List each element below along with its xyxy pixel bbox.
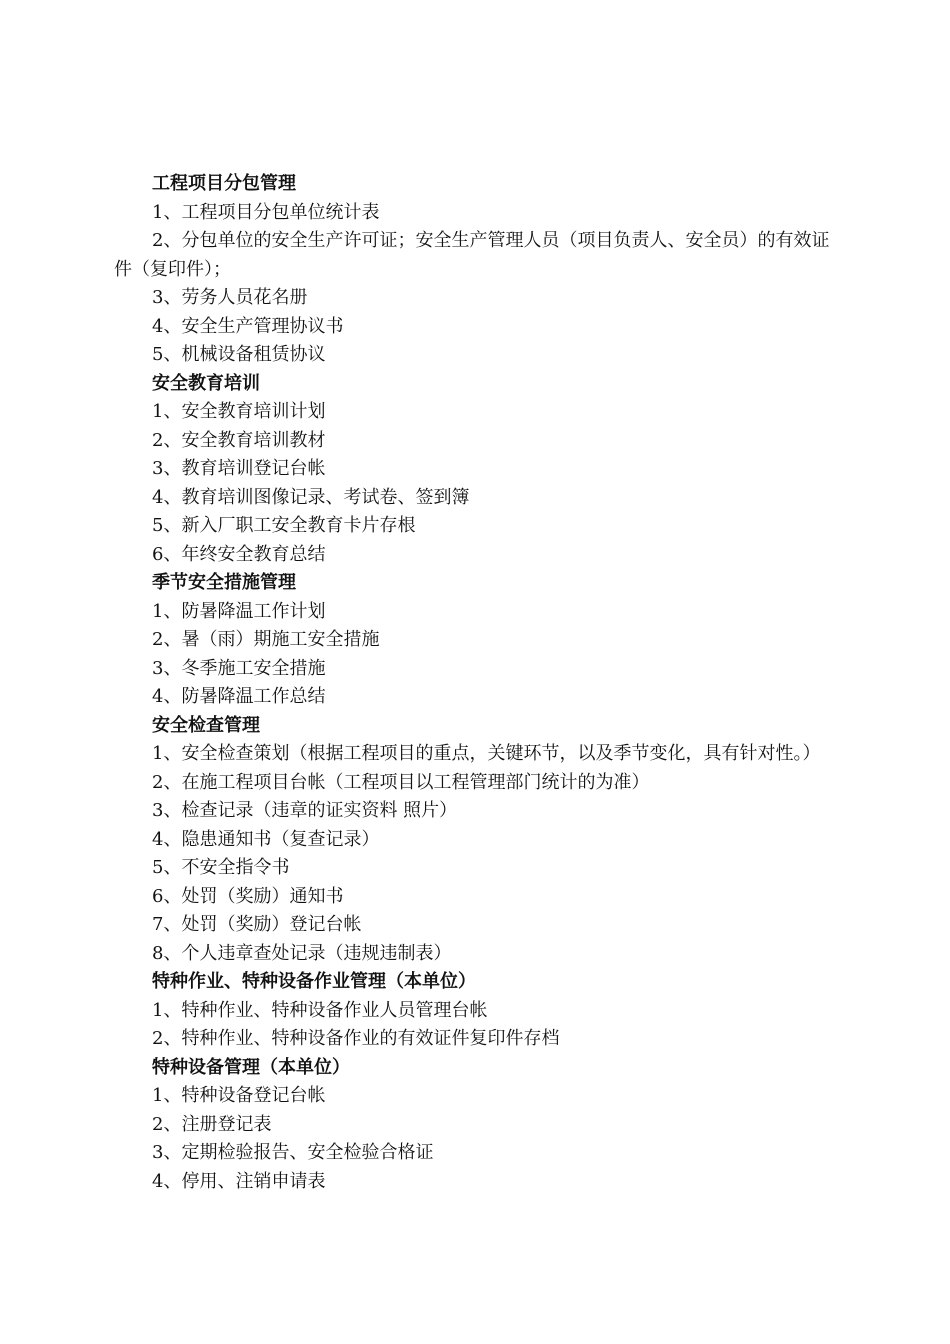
list-item: 3、冬季施工安全措施: [152, 657, 326, 679]
list-item: 3、劳务人员花名册: [152, 287, 308, 308]
list-item: 1、防暑降温工作计划: [152, 600, 326, 622]
list-item: 2、分包单位的安全生产许可证；安全生产管理人员（项目负责人、安全员）的有效证件（复印件）；: [114, 230, 830, 280]
list-item: 1、特种设备登记台帐: [152, 1085, 326, 1106]
list-item: 1、特种作业、特种设备作业人员管理台帐: [152, 999, 488, 1021]
list-item: 5、不安全指令书: [152, 857, 290, 878]
list-item: 5、机械设备租赁协议: [152, 344, 326, 365]
list-item: 3、检查记录（违章的证实资料 照片）: [152, 800, 458, 821]
list-item: 4、安全生产管理协议书: [152, 315, 344, 337]
list-item: 1、安全教育培训计划: [152, 401, 326, 422]
section-special-operations: [114, 968, 844, 1054]
section-heading: 安全教育培训: [152, 372, 260, 394]
list-item: 4、隐患通知书（复查记录）: [152, 828, 380, 850]
list-item: 4、防暑降温工作总结: [152, 686, 326, 707]
list-item: 2、注册登记表: [152, 1113, 272, 1135]
section-heading: 安全检查管理: [152, 714, 260, 736]
list-item: 2、在施工程项目台帐（工程项目以工程管理部门统计的为准）: [152, 771, 650, 793]
section-inspection: [114, 712, 844, 969]
section-heading: 季节安全措施管理: [152, 572, 296, 593]
section-special-equipment: [114, 1054, 844, 1197]
section-heading: 工程项目分包管理: [152, 173, 296, 194]
list-item: 4、停用、注销申请表: [152, 1170, 326, 1192]
list-item: 2、安全教育培训教材: [152, 429, 326, 451]
list-item: 6、年终安全教育总结: [152, 543, 326, 565]
section-seasonal: [114, 569, 844, 712]
list-item: 1、工程项目分包单位统计表: [152, 201, 380, 223]
list-item: 1、安全检查策划（根据工程项目的重点，关键环节，以及季节变化，具有针对性。）: [152, 743, 821, 764]
section-education: [114, 370, 844, 570]
list-item: 7、处罚（奖励）登记台帐: [152, 914, 362, 935]
list-item: 4、教育培训图像记录、考试卷、签到簿: [152, 486, 470, 508]
list-item: 8、个人违章查处记录（违规违制表）: [152, 942, 452, 964]
section-heading: 特种设备管理（本单位）: [152, 1056, 350, 1078]
list-item: 5、新入厂职工安全教育卡片存根: [152, 515, 416, 536]
document-body: [114, 170, 844, 1196]
list-item: 6、处罚（奖励）通知书: [152, 885, 344, 907]
list-item: 3、教育培训登记台帐: [152, 458, 326, 479]
list-item: 2、暑（雨）期施工安全措施: [152, 629, 380, 650]
section-subcontract: [114, 170, 844, 370]
list-item: 3、定期检验报告、安全检验合格证: [152, 1142, 434, 1163]
section-heading: 特种作业、特种设备作业管理（本单位）: [152, 971, 476, 992]
list-item: 2、特种作业、特种设备作业的有效证件复印件存档: [152, 1028, 560, 1049]
